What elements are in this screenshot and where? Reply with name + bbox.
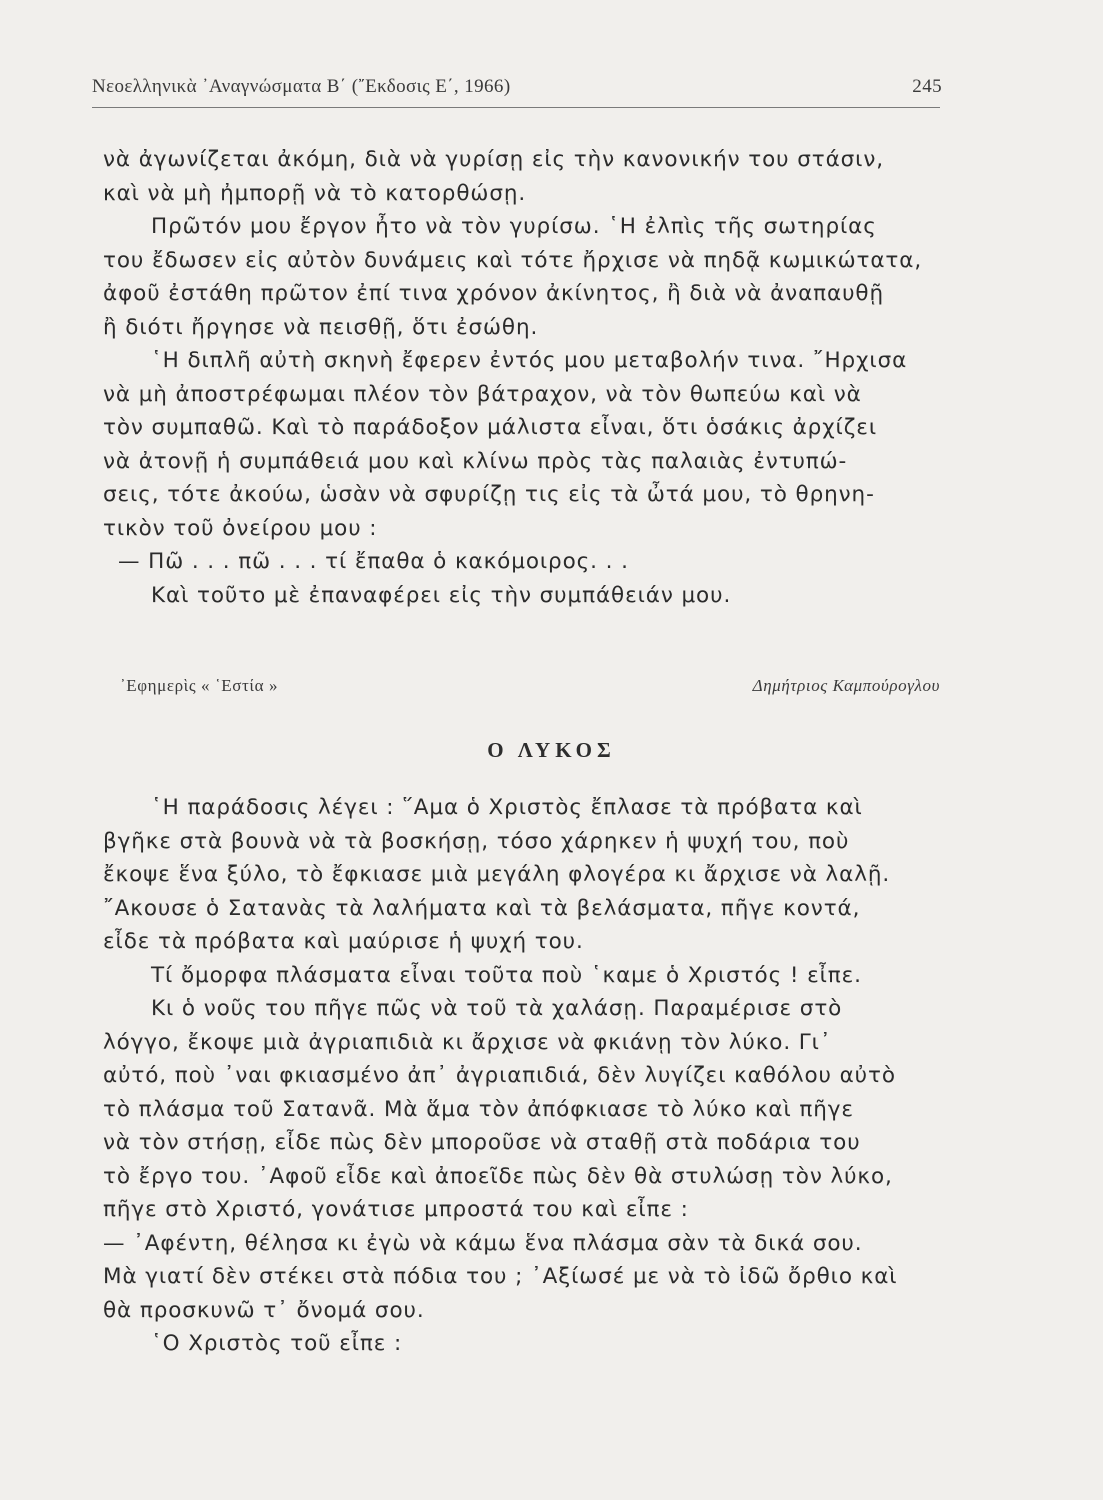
text-line: ἢ διότι ἤργησε νὰ πεισθῇ, ὅτι ἐσώθη. [103,314,539,340]
text-line: νὰ ἀτονῇ ἡ συμπάθειά μου καὶ κλίνω πρὸς τὰς παλαιὰς ἐντυπώ- [103,448,848,474]
running-header [92,72,942,106]
text-line: καὶ νὰ μὴ ἠμπορῇ νὰ τὸ κατορθώσῃ. [103,180,527,206]
text-line: Κι ὁ νοῦς του πῆγε πῶς νὰ τοῦ τὰ χαλάσῃ. Παραμέρισε στὸ [151,996,843,1021]
text-line: ἀφοῦ ἐστάθη πρῶτον ἐπί τινα χρόνον ἀκίνητος, ἢ διὰ νὰ ἀναπαυθῇ [103,281,884,306]
source-citation: ᾿Εφημερὶς « ῾Εστία » [120,676,279,695]
text-line: θὰ προσκυνῶ τ᾿ ὄνομά σου. [103,1297,425,1323]
header-title: Νεοελληνικὰ ᾿Αναγνώσματα Β΄ (῎Εκδοσις Ε΄, 1966) [92,76,511,97]
dialogue-line: — ᾿Αφέντη, θέλησα κι ἐγὼ νὰ κάμω ἕνα πλάσμα σὰν τὰ δικά σου. [103,1230,863,1256]
text-line: τὸ ἔργο του. ᾿Αφοῦ εἶδε καὶ ἀποεῖδε πὼς δὲν θὰ στυλώσῃ τὸν λύκο, [103,1163,893,1189]
text-line: ῾Η παράδοσις λέγει : ῞Αμα ὁ Χριστὸς ἔπλασε τὰ πρόβατα καὶ [151,795,863,820]
text-line: Πρῶτόν μου ἔργον ἦτο νὰ τὸν γυρίσω. ῾Η ἐλπὶς τῆς σωτηρίας [151,214,877,239]
page-number: 245 [912,76,942,97]
section-title: Ο ΛΥΚΟΣ [487,738,616,762]
text-line: Καὶ τοῦτο μὲ ἐπαναφέρει εἰς τὴν συμπάθειάν μου. [151,582,732,608]
text-line: πῆγε στὸ Χριστό, γονάτισε μπροστά του καὶ εἶπε : [103,1197,689,1222]
author-name: Δημήτριος Καμπούρογλου [752,676,940,695]
attribution [120,676,940,704]
text-line: τὸ πλάσμα τοῦ Σατανᾶ. Μὰ ἅμα τὸν ἀπόφκιασε τὸ λύκο καὶ πῆγε [103,1096,854,1122]
text-line: Μὰ γιατί δὲν στέκει στὰ πόδια του ; ᾿Αξίωσέ με νὰ τὸ ἰδῶ ὄρθιο καὶ [103,1264,898,1289]
text-line: του ἔδωσεν εἰς αὐτὸν δυνάμεις καὶ τότε ἤρχισε νὰ πηδᾷ κωμικώτατα, [103,247,923,273]
text-line: τὸν συμπαθῶ. Καὶ τὸ παράδοξον μάλιστα εἶναι, ὅτι ὁσάκις ἀρχίζει [103,415,877,440]
text-line: ἔκοψε ἕνα ξύλο, τὸ ἔφκιασε μιὰ μεγάλη φλογέρα κι ἄρχισε νὰ λαλῇ. [103,862,891,887]
text-line: νὰ τὸν στήσῃ, εἶδε πὼς δὲν μποροῦσε νὰ σταθῇ στὰ ποδάρια του [103,1130,861,1155]
text-line: ῎Ακουσε ὁ Σατανὰς τὰ λαλήματα καὶ τὰ βελάσματα, πῆγε κοντά, [103,895,861,921]
header-rule [92,107,940,108]
text-line: Τί ὄμορφα πλάσματα εἶναι τοῦτα ποὺ ῾καμε ὁ Χριστός ! εἶπε. [151,962,862,988]
text-line: ῾Η διπλῆ αὐτὴ σκηνὴ ἔφερεν ἐντός μου μεταβολήν τινα. ῎Ηρχισα [151,348,908,373]
text-line: τικὸν τοῦ ὀνείρου μου : [103,515,378,541]
text-line: νὰ μὴ ἀποστρέφωμαι πλέον τὸν βάτραχον, νὰ τὸν θωπεύω καὶ νὰ [103,381,862,407]
story-continuation [103,143,943,612]
text-line: βγῆκε στὰ βουνὰ νὰ τὰ βοσκήσῃ, τόσο χάρηκεν ἡ ψυχή του, ποὺ [103,828,850,854]
text-line: εἶδε τὰ πρόβατα καὶ μαύρισε ἡ ψυχή του. [103,929,584,954]
story-body [103,791,943,1361]
text-line: λόγγο, ἔκοψε μιὰ ἀγριαπιδιὰ κι ἄρχισε νὰ φκιάνῃ τὸν λύκο. Γι᾿ [103,1029,832,1055]
text-line: σεις, τότε ἀκούω, ὡσὰν νὰ σφυρίζῃ τις εἰς τὰ ὦτά μου, τὸ θρηνη- [103,482,875,507]
text-line: ῾Ο Χριστὸς τοῦ εἶπε : [151,1331,403,1356]
text-line: νὰ ἀγωνίζεται ἀκόμη, διὰ νὰ γυρίσῃ εἰς τὴν κανονικήν του στάσιν, [103,147,884,172]
text-line: αὐτό, ποὺ ᾿ναι φκιασμένο ἀπ᾿ ἀγριαπιδιά, δὲν λυγίζει καθόλου αὐτὸ [103,1063,896,1088]
dialogue-line: — Πῶ . . . πῶ . . . τί ἔπαθα ὁ κακόμοιρος. . . [118,549,629,574]
